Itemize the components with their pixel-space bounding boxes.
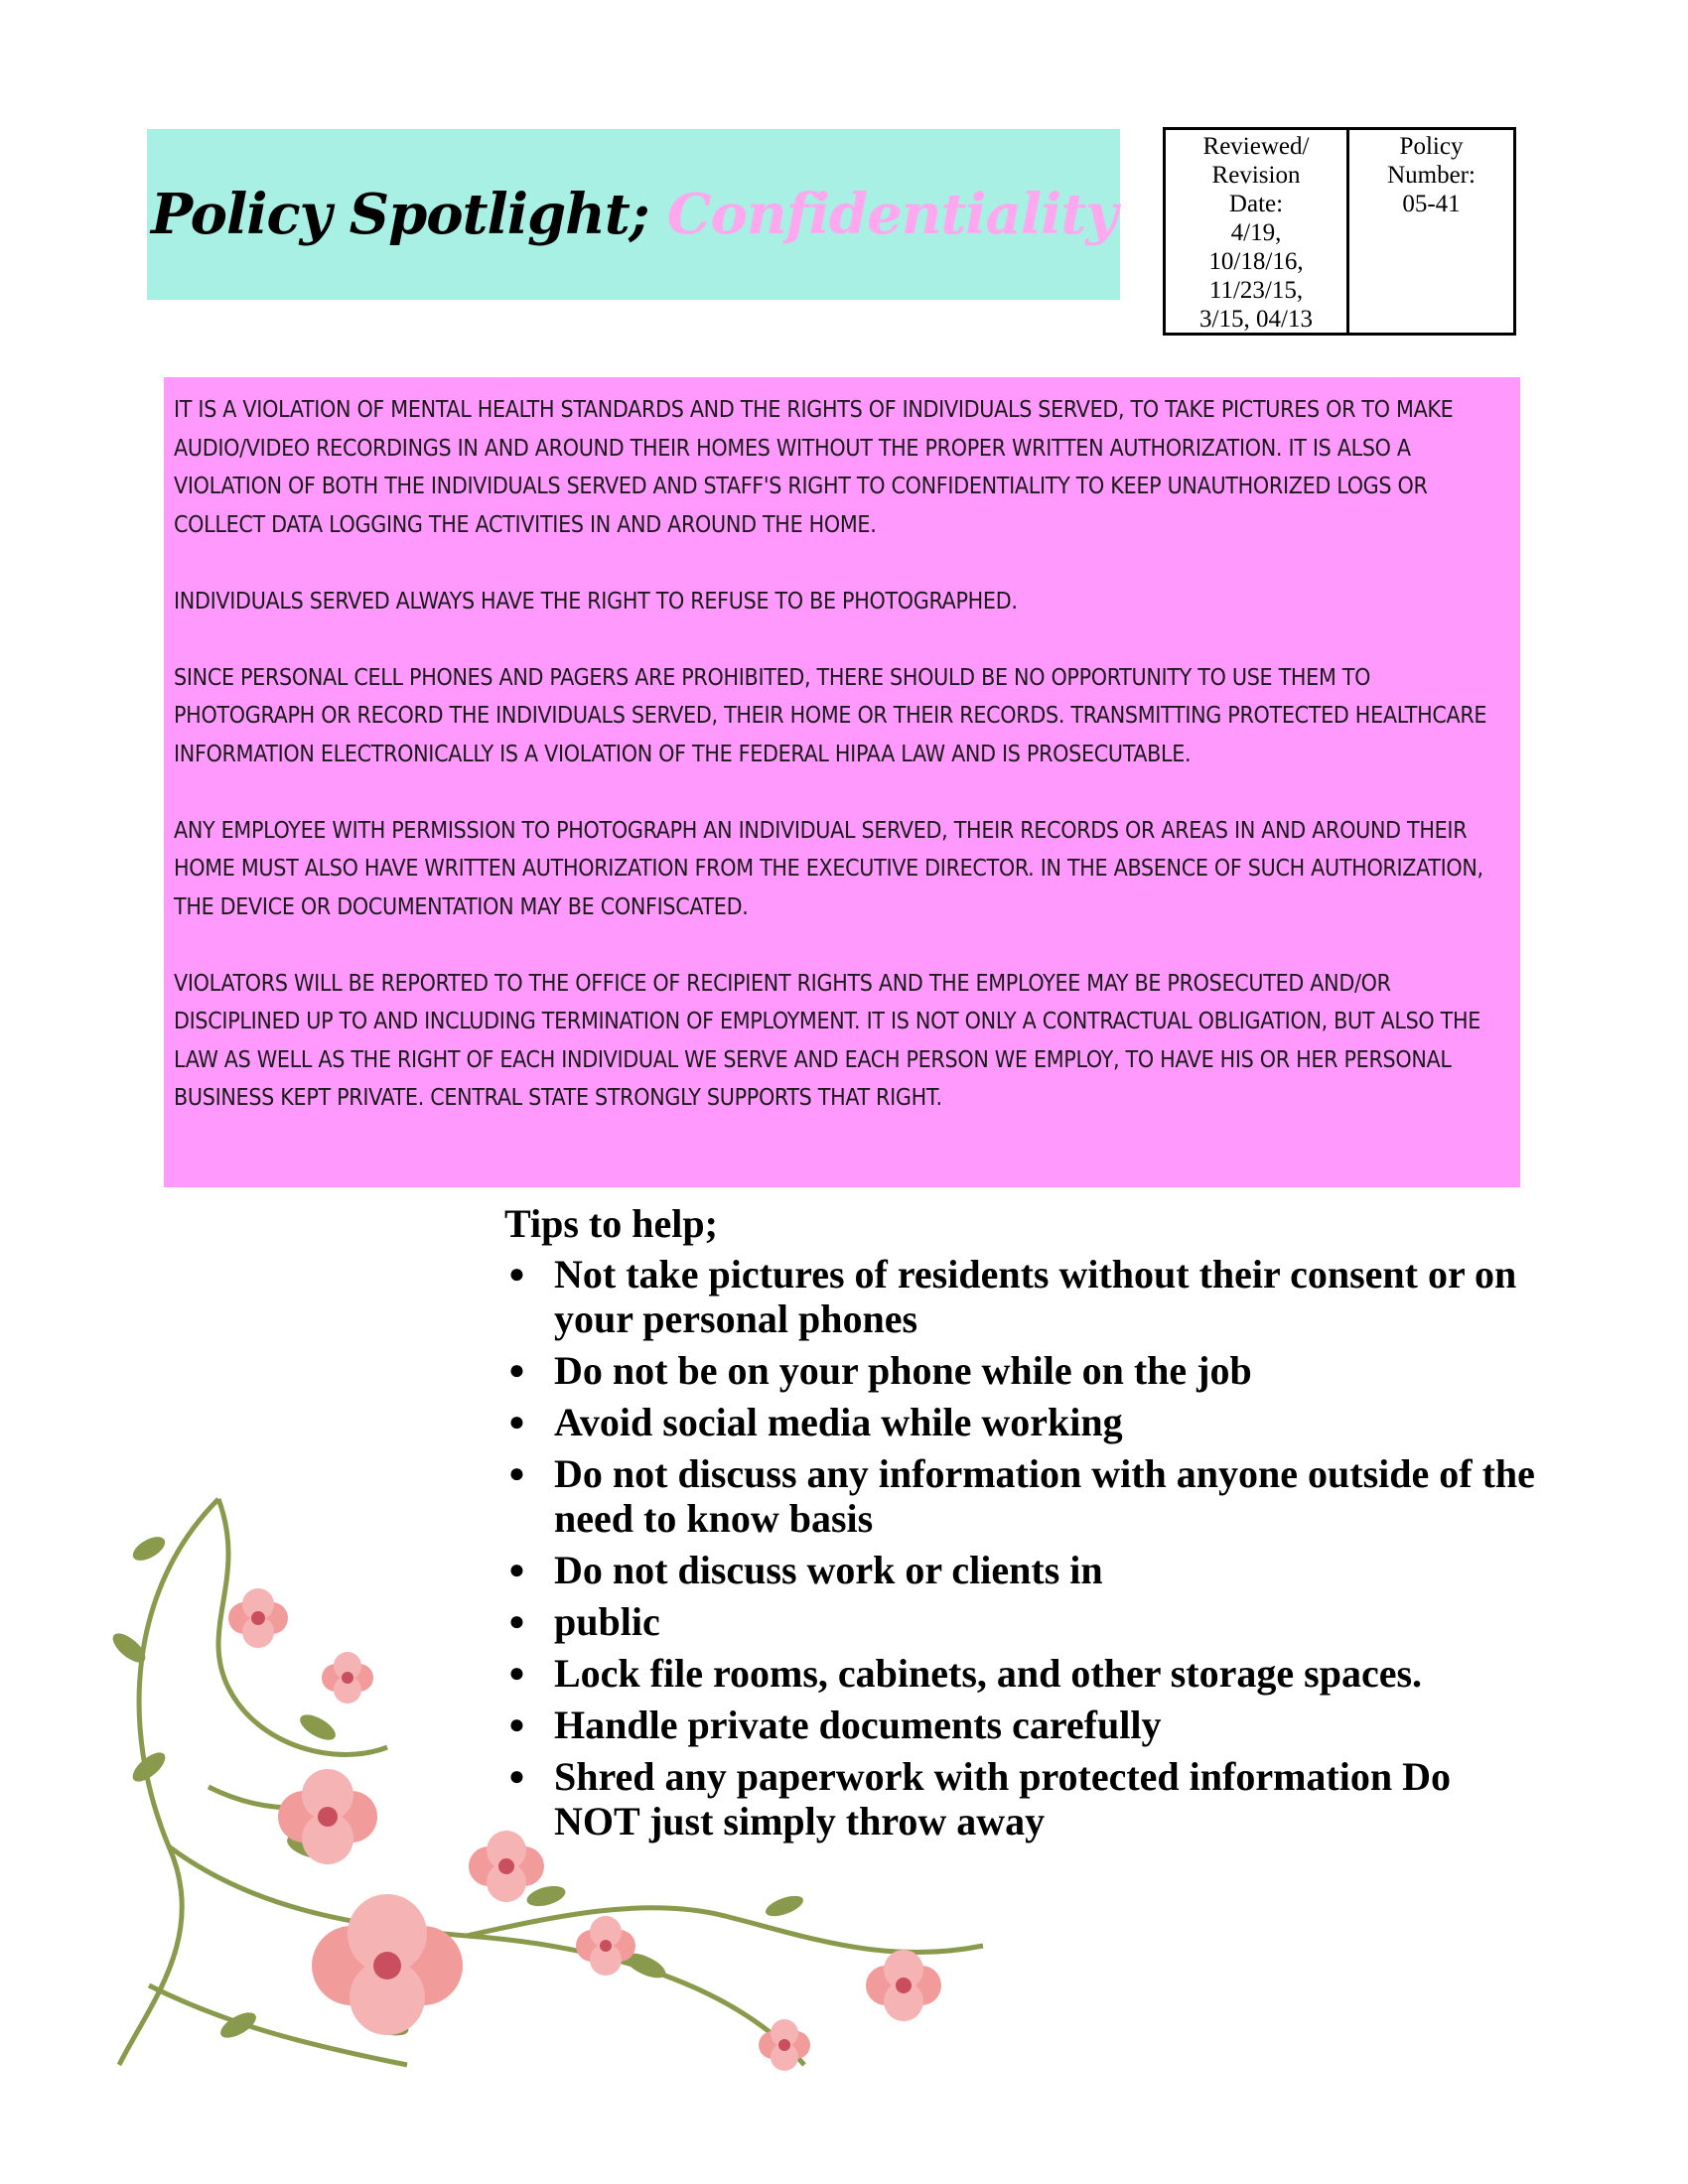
tip-text: Shred any paperwork with protected information Do NOT just simply throw away [554, 1754, 1451, 1843]
leaves [108, 1532, 925, 2043]
policy-paragraph: SINCE PERSONAL CELL PHONES AND PAGERS ARE PROHIBITED, THERE SHOULD BE NO OPPORTUNITY TO USE THEM TO PHOTOGRAPH OR RECORD THE INDIVIDUALS SERVED, THEIR HOME OR THEIR RECORDS. TRANSMITTING PROTECTED HEALTHCARE INFORMATION ELECTRONICALLY IS A VIOLATION OF THE FEDERAL HIPAA LAW AND IS PROSECUTABLE. [174, 664, 1487, 767]
policy-number-cell [1349, 130, 1513, 333]
review-date: 3/15, 04/13 [1199, 306, 1313, 333]
policy-number: 05-41 [1402, 191, 1461, 217]
floral-corner-decoration [89, 1469, 1082, 2105]
bullet-icon: ● [508, 1658, 525, 1689]
review-label-line: Date: [1228, 191, 1284, 217]
bullet-icon: ● [508, 1555, 525, 1585]
review-date-cell [1166, 130, 1349, 333]
bullet-icon: ● [508, 1606, 525, 1637]
title-accent: Confidentiality [666, 182, 1117, 247]
flower-icon [469, 1831, 544, 1902]
flower-icon [228, 1588, 288, 1648]
policy-info-table [1163, 127, 1516, 336]
tip-text: public [554, 1599, 660, 1644]
review-label-line: Reviewed/ [1202, 133, 1310, 160]
review-date: 10/18/16, [1208, 248, 1304, 275]
policy-label-line: Number: [1387, 162, 1476, 189]
tip-item [504, 1252, 1537, 1341]
title-banner [147, 129, 1120, 300]
bullet-icon: ● [508, 1761, 525, 1792]
tip-text: Do not discuss work or clients in [554, 1548, 1103, 1592]
tip-text: Do not discuss any information with anyone outside of the need to know basis [554, 1451, 1535, 1541]
policy-paragraph: ANY EMPLOYEE WITH PERMISSION TO PHOTOGRAPH AN INDIVIDUAL SERVED, THEIR RECORDS OR AREAS IN AND AROUND THEIR HOME MUST ALSO HAVE WRITTEN AUTHORIZATION FROM THE EXECUTIVE DIRECTOR. IN THE ABSENCE OF SUCH AUTHORIZATION, THE DEVICE OR DOCUMENTATION MAY BE CONFISCATED. [174, 817, 1483, 920]
review-date: 11/23/15, [1208, 277, 1304, 304]
tip-item [504, 1348, 1537, 1393]
title-main: Policy Spotlight; [151, 182, 667, 247]
review-label-line: Revision [1211, 162, 1301, 189]
bullet-icon: ● [508, 1709, 525, 1740]
policy-paragraph: VIOLATORS WILL BE REPORTED TO THE OFFICE OF RECIPIENT RIGHTS AND THE EMPLOYEE MAY BE PROSECUTED AND/OR DISCIPLINED UP TO AND INCLUDING TERMINATION OF EMPLOYMENT. IT IS NOT ONLY A CONTRACTUAL OBLIGATION, BUT ALSO THE LAW AS WELL AS THE RIGHT OF EACH INDIVIDUAL WE SERVE AND EACH PERSON WE EMPLOY, TO HAVE HIS OR HER PERSONAL BUSINESS KEPT PRIVATE. CENTRAL STATE STRONGLY SUPPORTS THAT RIGHT. [174, 970, 1481, 1111]
page-title [151, 182, 1117, 247]
bullet-icon: ● [508, 1259, 525, 1290]
tip-text: Not take pictures of residents without their consent or on your personal phones [554, 1252, 1517, 1341]
bullet-icon: ● [508, 1355, 525, 1386]
bullet-icon: ● [508, 1407, 525, 1437]
tip-text: Avoid social media while working [554, 1400, 1123, 1444]
flowers [228, 1588, 941, 2071]
tips-heading: Tips to help; [504, 1201, 718, 1246]
review-date: 4/19, [1230, 219, 1282, 246]
tip-text: Handle private documents carefully [554, 1703, 1162, 1747]
flower-icon [576, 1916, 635, 1976]
policy-paragraph: INDIVIDUALS SERVED ALWAYS HAVE THE RIGHT TO REFUSE TO BE PHOTOGRAPHED. [174, 588, 1018, 614]
policy-text-box [164, 377, 1520, 1187]
tip-text: Do not be on your phone while on the job [554, 1348, 1252, 1393]
flower-icon [866, 1950, 941, 2021]
flower-icon [322, 1652, 373, 1704]
policy-label-line: Policy [1399, 133, 1464, 160]
tip-text: Lock file rooms, cabinets, and other storage spaces. [554, 1651, 1423, 1696]
tip-item [504, 1400, 1537, 1444]
flower-icon [278, 1769, 377, 1864]
policy-paragraph: IT IS A VIOLATION OF MENTAL HEALTH STANDARDS AND THE RIGHTS OF INDIVIDUALS SERVED, TO TAKE PICTURES OR TO MAKE AUDIO/VIDEO RECORDINGS IN AND AROUND THEIR HOMES WITHOUT THE PROPER WRITTEN AUTHORIZATION. IT IS ALSO A VIOLATION OF BOTH THE INDIVIDUALS SERVED AND STAFF'S RIGHT TO CONFIDENTIALITY TO KEEP UNAUTHORIZED LOGS OR COLLECT DATA LOGGING THE ACTIVITIES IN AND AROUND THE HOME. [174, 397, 1454, 538]
vine-stems [119, 1499, 983, 2065]
bullet-icon: ● [508, 1458, 525, 1489]
